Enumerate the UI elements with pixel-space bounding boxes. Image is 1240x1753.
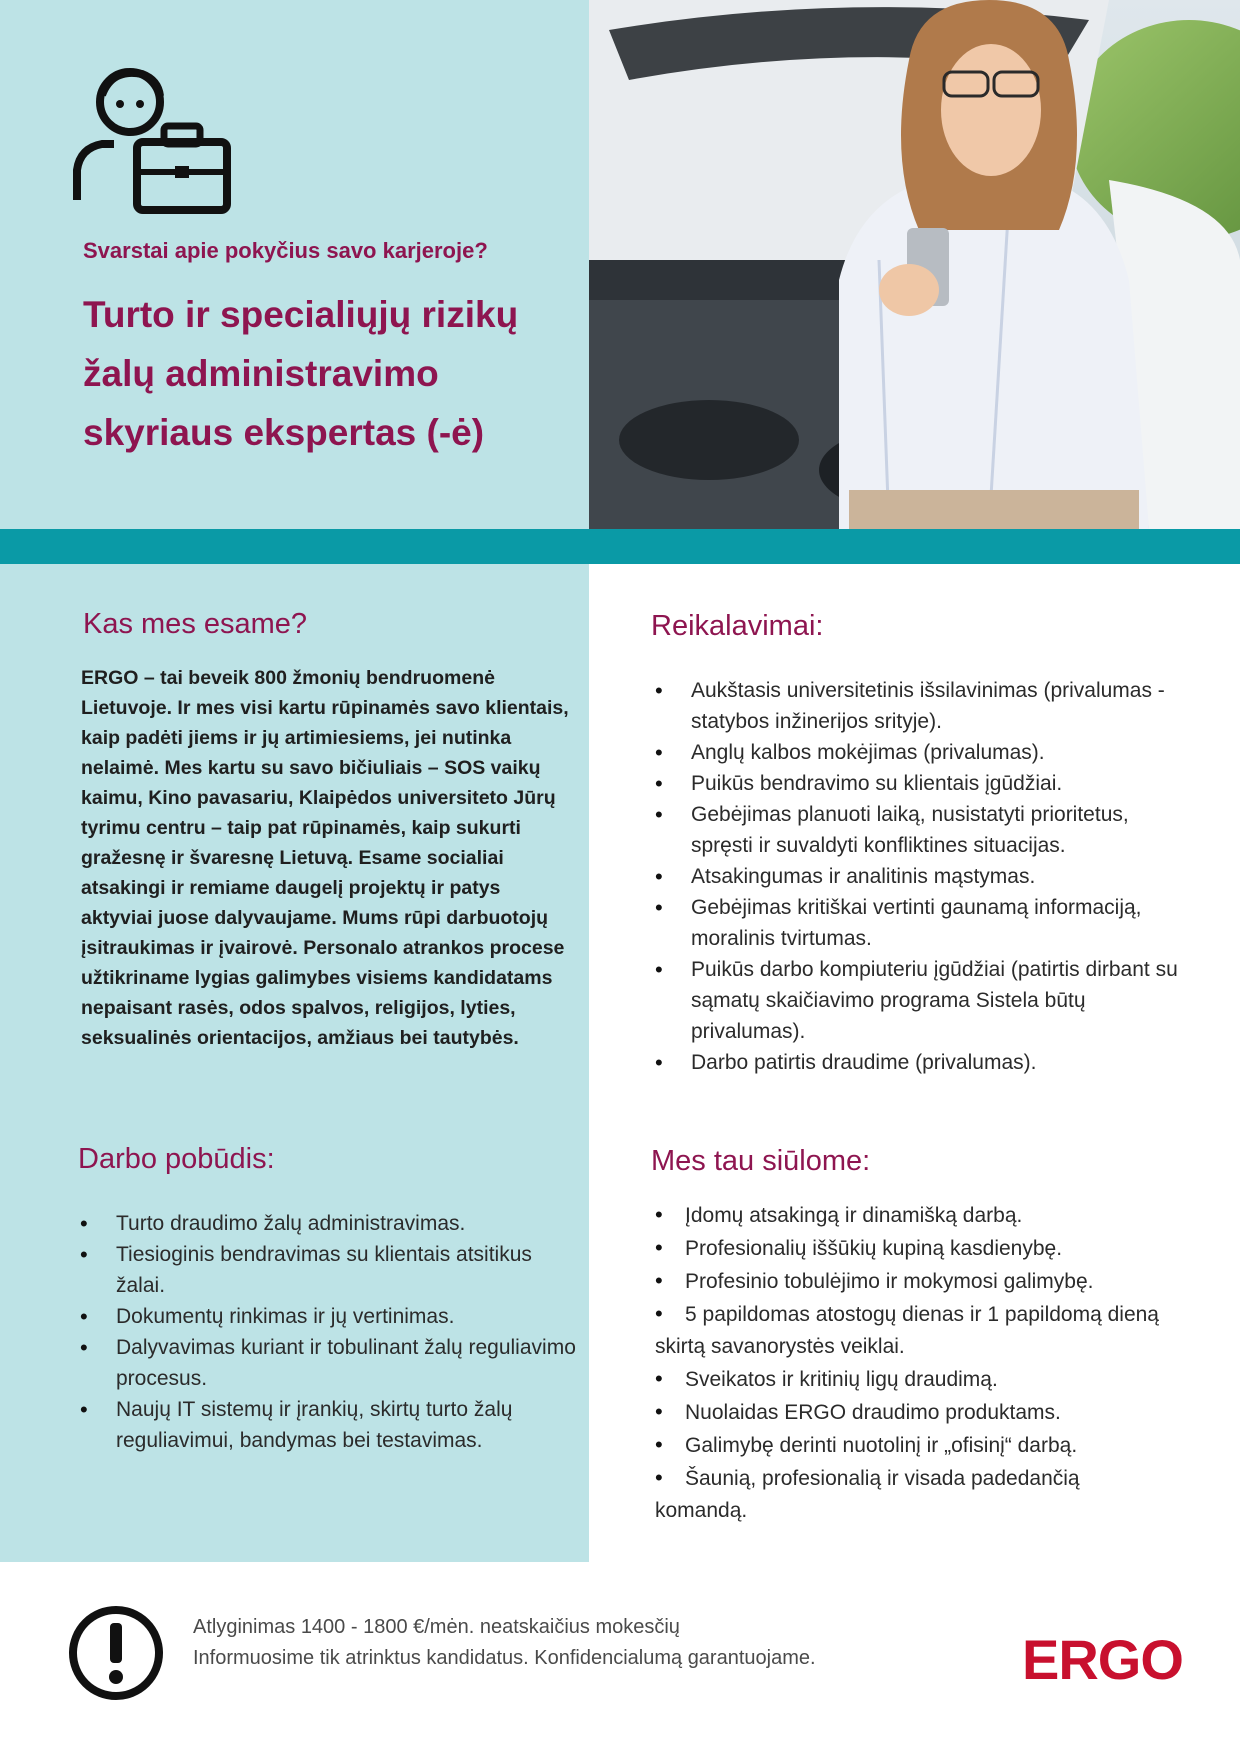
hero-photo (589, 0, 1240, 529)
offer-item-text: Nuolaidas ERGO draudimo produktams. (685, 1401, 1061, 1424)
list-item: • Gebėjimas kritiškai vertinti gaunamą informaciją, moralinis tvirtumas. (691, 892, 1191, 954)
list-item: • Šaunią, profesionalią ir visada padedančią komandą. (655, 1465, 1080, 1522)
list-item: • Aukštasis universitetinis išsilavinimas (privalumas - statybos inžinerijos srityje). (691, 675, 1191, 737)
work-heading: Darbo pobūdis: (78, 1143, 275, 1175)
list-item: • Puikūs darbo kompiuteriu įgūdžiai (patirtis dirbant su sąmatų skaičiavimo programa Sistela būtų privalumas). (691, 954, 1191, 1047)
list-item: • Tiesioginis bendravimas su klientais atsitikus žalai. (116, 1239, 576, 1301)
list-item: • 5 papildomas atostogų dienas ir 1 papildomą dieną skirtą savanorystės veiklai. (655, 1301, 1159, 1358)
about-text: ERGO – tai beveik 800 žmonių bendruomenė Lietuvoje. Ir mes visi kartu rūpinamės savo klientais, kaip padėti jiems ir jų artimiesiems, jei nutinka nelaimė. Mes kartu su savo bičiuliais – SOS vaikų kaimu, Kino pavasariu, Klaipėdos universiteto Jūrų tyrimu centru – taip pat rūpinamės, kaip sukurti gražesnę ir švaresnę Lietuvą. Esame socialiai atsakingi ir remiame daugelį projektų ir patys aktyviai juose dalyvaujame. Mums rūpi darbuotojų įsitraukimas ir įvairovė. Personalo atrankos procese užtikriname lygias galimybes visiems kandidatams nepaisant rasės, odos spalvos, religijos, lyties, seksualinės orientacijos, amžiaus bei tautybės. (81, 667, 569, 1049)
offer-item-text: Profesionalių iššūkių kupiną kasdienybę. (685, 1237, 1063, 1260)
confidentiality-text: Informuosime tik atrinktus kandidatus. Konfidencialumą garantuojame. (193, 1647, 816, 1669)
offer-heading: Mes tau siūlome: (651, 1145, 871, 1177)
job-title: Turto ir specialiųjų rizikų žalų administravimo skyriaus ekspertas (-ė) (83, 294, 519, 453)
offer-list (655, 1199, 1175, 1527)
list-item: • Anglų kalbos mokėjimas (privalumas). (691, 737, 1191, 768)
offer-item-text: 5 papildomas atostogų dienas ir 1 papildomą dieną skirtą savanorystės veiklai. (655, 1303, 1159, 1358)
list-item: • Puikūs bendravimo su klientais įgūdžiai. (691, 768, 1191, 799)
list-item: • Atsakingumas ir analitinis mąstymas. (691, 861, 1191, 892)
list-item: • Galimybę derinti nuotolinį ir „ofisinį“ darbą. (655, 1432, 1078, 1457)
offer-item-text: Sveikatos ir kritinių ligų draudimą. (685, 1368, 998, 1391)
list-item: • Nuolaidas ERGO draudimo produktams. (655, 1399, 1061, 1424)
offer-item-text: Šaunią, profesionalią ir visada padedančią komandą. (655, 1467, 1080, 1522)
work-list (116, 1208, 576, 1456)
list-item: • Įdomų atsakingą ir dinamišką darbą. (655, 1202, 1023, 1227)
list-item: • Darbo patirtis draudime (privalumas). (691, 1047, 1191, 1078)
list-item: • Sveikatos ir kritinių ligų draudimą. (655, 1366, 998, 1391)
requirements-list (691, 675, 1191, 1078)
list-item: • Profesinio tobulėjimo ir mokymosi galimybę. (655, 1268, 1094, 1293)
list-item: • Naujų IT sistemų ir įrankių, skirtų turto žalų reguliavimui, bandymas bei testavimas. (116, 1394, 576, 1456)
offer-item-text: Profesinio tobulėjimo ir mokymosi galimybę. (685, 1270, 1094, 1293)
list-item: • Dalyvavimas kuriant ir tobulinant žalų reguliavimo procesus. (116, 1332, 576, 1394)
offer-item-text: Įdomų atsakingą ir dinamišką darbą. (685, 1204, 1023, 1227)
woman-with-phone-photo (589, 0, 1240, 529)
ergo-logo: ERGO (1022, 1628, 1183, 1691)
footer-info (193, 1612, 816, 1674)
list-item: • Dokumentų rinkimas ir jų vertinimas. (116, 1301, 576, 1332)
about-heading: Kas mes esame? (83, 608, 308, 640)
job-seeker-briefcase-icon (72, 60, 232, 220)
accent-band (0, 529, 1240, 564)
requirements-heading: Reikalavimai: (651, 610, 824, 642)
list-item: • Gebėjimas planuoti laiką, nusistatyti prioritetus, spręsti ir suvaldyti konfliktines situacijas. (691, 799, 1191, 861)
list-item: • Turto draudimo žalų administravimas. (116, 1208, 576, 1239)
header-kicker: Svarstai apie pokyčius savo karjeroje? (83, 238, 488, 263)
list-item: • Profesionalių iššūkių kupiną kasdienybę. (655, 1235, 1063, 1260)
exclamation-circle-icon (66, 1603, 166, 1703)
salary-text: Atlyginimas 1400 - 1800 €/mėn. neatskaičius mokesčių (193, 1616, 680, 1638)
offer-item-text: Galimybę derinti nuotolinį ir „ofisinį“ darbą. (685, 1434, 1078, 1457)
